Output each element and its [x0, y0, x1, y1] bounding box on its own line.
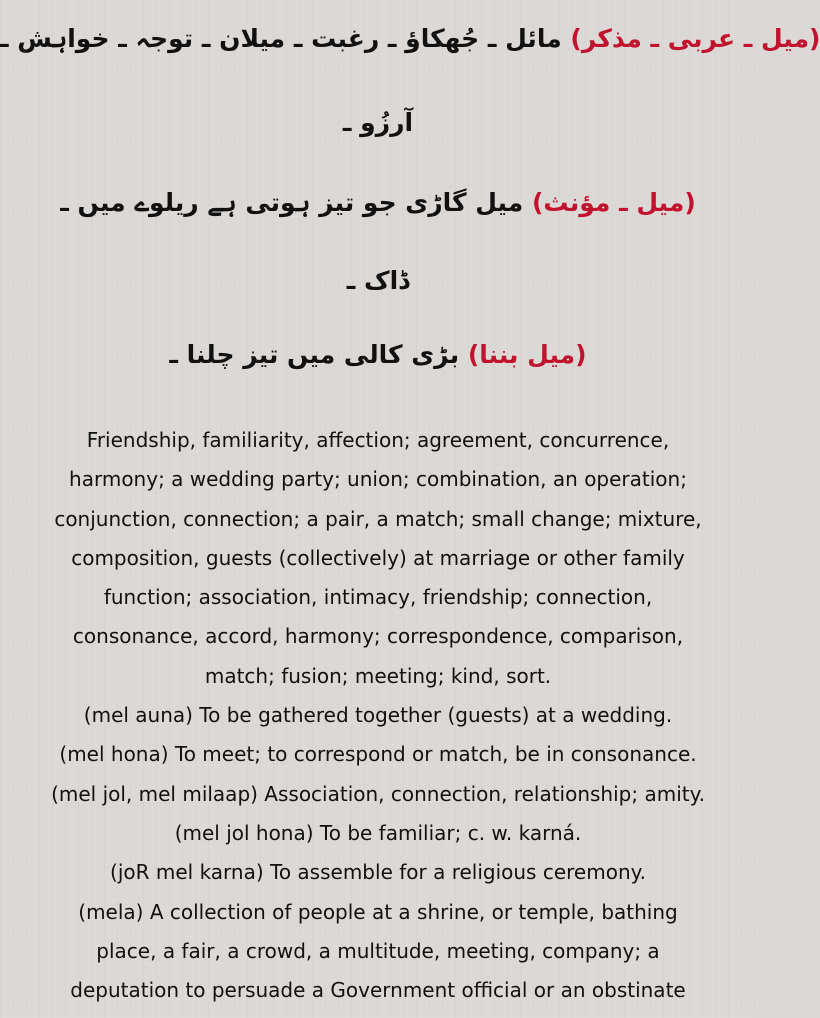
idiom-line: (mel auna) To be gathered together (guests) at a wedding.: [83, 703, 673, 728]
definition-line: consonance, accord, harmony; correspondence, comparison,: [72, 624, 684, 649]
idiom-line: (joR mel karna) To assemble for a religious ceremony.: [110, 860, 646, 885]
definition-line: composition, guests (collectively) at marriage or other family: [71, 545, 685, 570]
urdu-grammar-label-3: (میل بننا): [467, 340, 587, 369]
urdu-entry-line-1: [0, 24, 820, 53]
idiom-line: (mel jol, mel milaap) Association, connection, relationship; amity.: [51, 781, 705, 806]
definition-line: harmony; a wedding party; union; combination, an operation;: [69, 467, 687, 492]
idiom-line: (mela) A collection of people at a shrine, or temple, bathing: [78, 899, 678, 924]
definition-line: match; fusion; meeting; kind, sort.: [204, 663, 552, 688]
idiom-line: deputation to persuade a Government official or an obstinate: [70, 978, 686, 1003]
definition-line: Friendship, familiarity, affection; agreement, concurrence,: [86, 428, 670, 452]
urdu-definition-2: آرزُو ـ: [342, 108, 414, 137]
idiom-line: (mel jol hona) To be familiar; c. w. karná.: [174, 820, 582, 845]
urdu-definition-3: میل گاڑی جو تیز ہوتی ہے ریلوے میں ـ: [60, 188, 524, 217]
urdu-entry-line-3: [0, 188, 756, 217]
definition-line: function; association, intimacy, friendship; connection,: [103, 585, 653, 610]
urdu-definition-5: بڑی کالی میں تیز چلنا ـ: [169, 340, 460, 369]
definition-line: conjunction, connection; a pair, a match; small change; mixture,: [54, 506, 702, 531]
urdu-grammar-label-1: (میل ـ عربی ـ مذکر): [570, 24, 820, 53]
urdu-entry-line-4: [0, 266, 756, 295]
urdu-definition-1: مائل ـ جُھکاؤ ـ رغبت ـ میلان ـ توجہ ـ خواہش ـ: [0, 24, 562, 53]
idiom-line: (mel hona) To meet; to correspond or match, be in consonance.: [59, 742, 697, 767]
urdu-entry-line-2: [0, 108, 756, 137]
urdu-entry-line-5: [0, 340, 756, 369]
urdu-grammar-label-2: (میل ـ مؤنث): [531, 188, 696, 217]
idiom-line: place, a fair, a crowd, a multitude, meeting, company; a: [96, 938, 660, 963]
urdu-definition-4: ڈاک ـ: [346, 266, 410, 295]
english-definitions: [0, 421, 756, 1010]
